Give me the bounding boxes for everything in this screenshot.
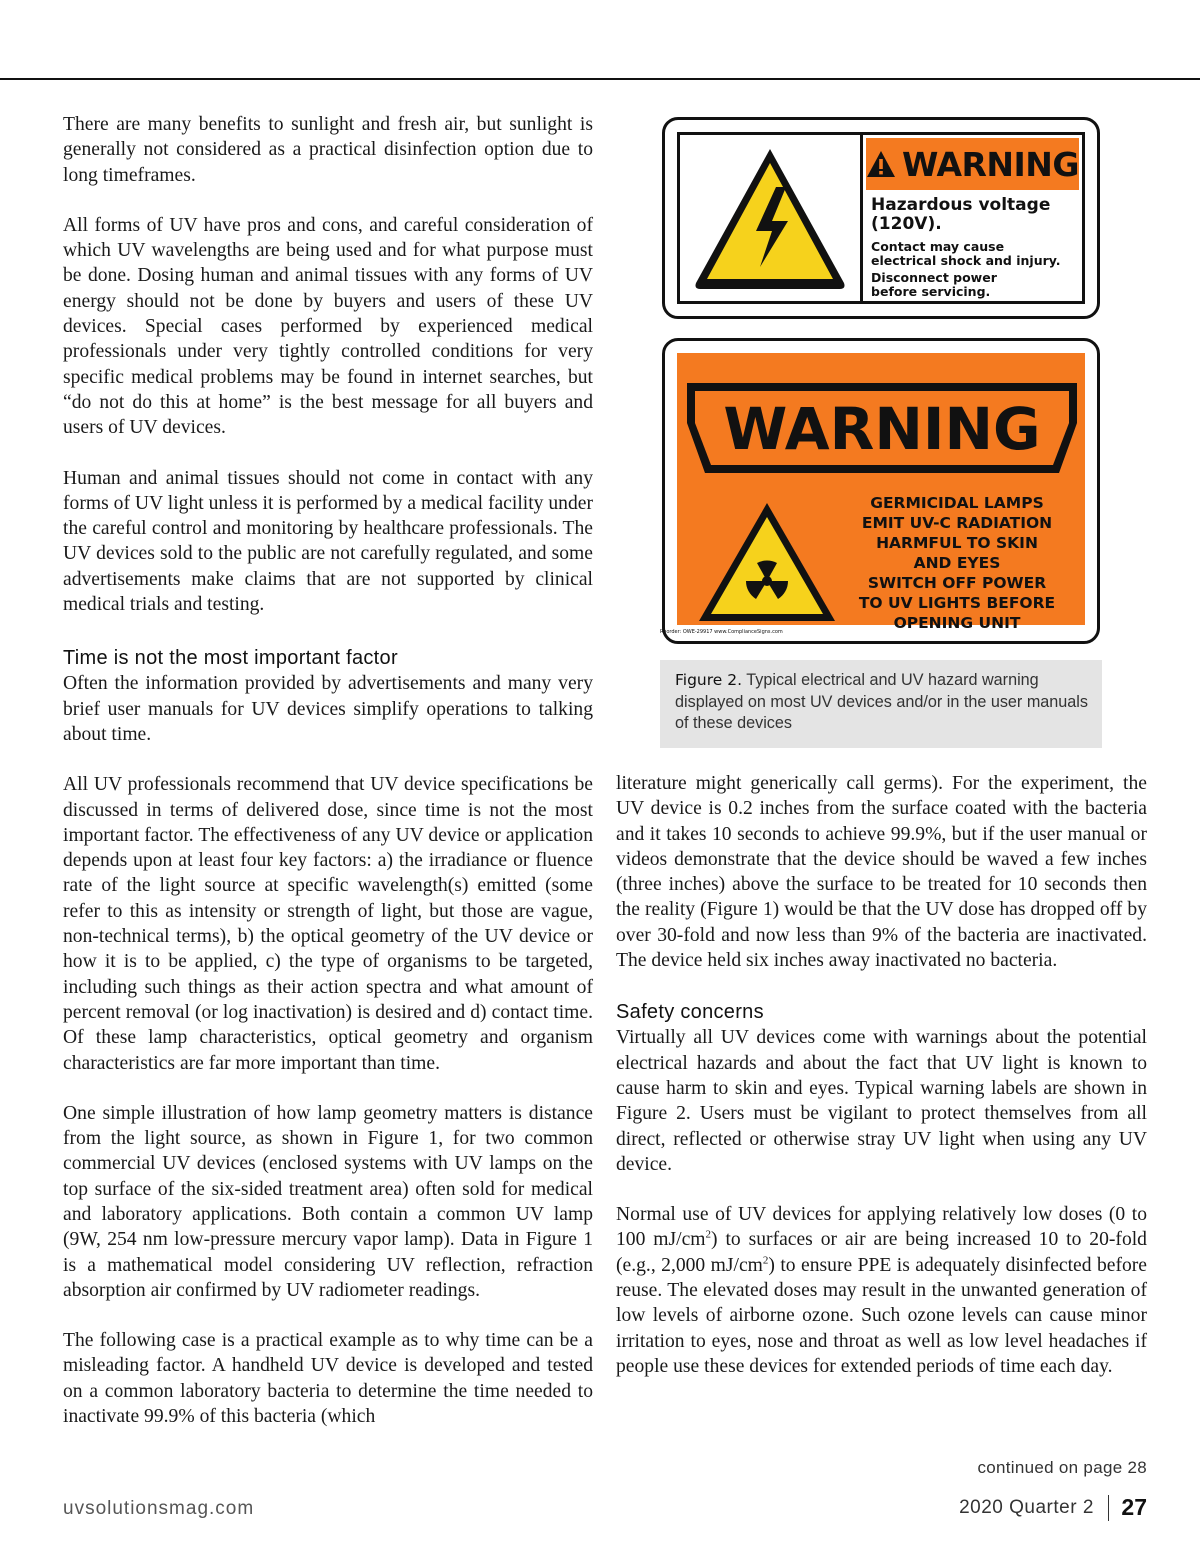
- sign-line: SWITCH OFF POWER: [867, 574, 1047, 592]
- caption-text: Typical electrical and UV hazard warning displayed on most UV devices and/or in the user manuals of these devices: [675, 671, 1089, 733]
- page-number: 27: [1121, 1494, 1147, 1520]
- alert-triangle-icon: [866, 150, 896, 178]
- sign-text: (120V).: [871, 214, 942, 234]
- section-heading-time: Time is not the most important factor: [63, 647, 398, 670]
- sign-text: Disconnect power: [871, 270, 997, 285]
- paragraph: Often the information provided by advertisements and many very brief user manuals for UV devices simplify operations to talking about time.: [63, 673, 593, 745]
- warning-banner-text: WARNING: [723, 395, 1041, 463]
- paragraph: There are many benefits to sunlight and fresh air, but sunlight is generally not considered as a practical disinfection option due to long timeframes.: [63, 114, 593, 186]
- paragraph: One simple illustration of how lamp geometry matters is distance from the light source, as shown in Figure 1, for two common commercial UV devices (enclosed systems with UV lamps on the top surface of the six-sided treatment area) often sold for medical and laboratory applications. Both contain a common UV lamp (9W, 254 nm low-pressure mercury vapor lamp). Data in Figure 1 is a mathematical model considering UV reflection, refraction absorption air confirmed by UV radiometer readings.: [63, 1102, 593, 1301]
- uv-warning-text: [847, 493, 1067, 633]
- electrical-warning-sign: [662, 117, 1100, 319]
- sign-line: TO UV LIGHTS BEFORE: [858, 594, 1056, 612]
- sign-text: before servicing.: [871, 284, 991, 299]
- header-rule: [0, 78, 1200, 80]
- paragraph: Normal use of UV devices for applying relatively low doses (0 to 100 $mJ/cm^2$) to surfaces or air are being increased 10 to 20-fold (e.g., 2,000 $mJ/cm^2$) to ensure PPE is adequately disinfected before reuse. The elevated doses may result in the unwanted generation of low levels of airborne ozone. Such ozone levels can cause minor irritation to eyes, nose and throat as well as low level headaches if people use these devices for extended periods of time each day.: [616, 1204, 1147, 1377]
- sign-line: AND EYES: [913, 554, 1001, 572]
- paragraph: All UV professionals recommend that UV device specifications be discussed in terms of delivered dose, since time is not the most important factor. The effectiveness of any UV device or application depends upon at least four key factors: a) the irradiance or fluence rate of the light source at specific wavelength(s) emitted (some refer to this as intensity or strength of light, but those are vague, non-technical terms), b) the optical geometry of the UV device or how it is to be applied, c) the type of organisms to be targeted, including such things as their action spectra and what amount of percent removal (or log inactivation) is desired and d) contact time. Of these lamp characteristics, optical geometry and organism characteristics are far more important than time.: [63, 774, 593, 1074]
- warning-header: WARNING: [866, 138, 1079, 190]
- right-column: [616, 771, 1147, 1379]
- uv-radiation-warning-sign: [662, 338, 1100, 644]
- issue-label: 2020 Quarter 2: [959, 1496, 1094, 1518]
- reorder-note: Reorder: OWE-29917 www.ComplianceSigns.com: [660, 629, 783, 635]
- warning-banner: [687, 383, 1077, 473]
- sign-text: Hazardous voltage: [871, 195, 1051, 215]
- paragraph: All forms of UV have pros and cons, and careful consideration of which UV wavelengths are being used and for what purpose must be done. Dosing human and animal tissues with any forms of UV energy should not be done by buyers and users of these UV devices. Special cases performed by experienced medical professionals under very tightly controlled conditions for very specific medical problems may be found in internet searches, but “do not do this at home” is the best message for all buyers and users of UV devices.: [63, 214, 593, 439]
- footer-site: uvsolutionsmag.com: [63, 1498, 255, 1519]
- paragraph: The following case is a practical example as to why time can be a misleading factor. A handheld UV device is developed and tested on a common laboratory bacteria to determine the time needed to inactivate 99.9% of this bacteria (which: [63, 1330, 593, 1428]
- sign-line: OPENING UNIT: [893, 614, 1021, 632]
- paragraph: Human and animal tissues should not come in contact with any forms of UV light unless it is performed by a medical facility under the careful control and monitoring by healthcare professionals. The UV devices sold to the public are not carefully regulated, and some advertisements make claims that are not supported by clinical medical trials and testing.: [63, 467, 593, 616]
- sign-line: GERMICIDAL LAMPS: [870, 494, 1044, 512]
- radiation-icon: [697, 501, 837, 630]
- sign-line: HARMFUL TO SKIN: [876, 534, 1038, 552]
- footer-issue: [959, 1494, 1147, 1521]
- high-voltage-icon: [680, 135, 863, 301]
- sign-text: Contact may cause: [871, 239, 1005, 254]
- section-heading-safety: Safety concerns: [616, 1001, 764, 1024]
- left-column: [63, 112, 593, 1429]
- paragraph: literature might generically call germs). For the experiment, the UV device is 0.2 inches from the surface coated with the bacteria and it takes 10 seconds to achieve 99.9%, but if the user manual or videos demonstrate that the device should be waved a few inches (three inches) above the surface to be treated for 10 seconds then the reality (Figure 1) would be that the UV dose has dropped off by over 30-fold and now less than 9% of the bacteria are inactivated. The device held six inches away inactivated no bacteria.: [616, 773, 1147, 972]
- footer-divider: [1108, 1495, 1110, 1521]
- paragraph: Virtually all UV devices come with warnings about the potential electrical hazards and about the fact that UV light is known to cause harm to skin and eyes. Typical warning labels are shown in Figure 2. Users must be vigilant to protect themselves from all direct, reflected or otherwise stray UV light when using any UV device.: [616, 1027, 1147, 1175]
- continued-note: continued on page 28: [977, 1458, 1147, 1477]
- caption-label: Figure 2.: [675, 671, 743, 689]
- figure-caption: [660, 660, 1102, 748]
- sign-text: electrical shock and injury.: [871, 253, 1061, 268]
- sign-line: EMIT UV-C RADIATION: [861, 514, 1053, 532]
